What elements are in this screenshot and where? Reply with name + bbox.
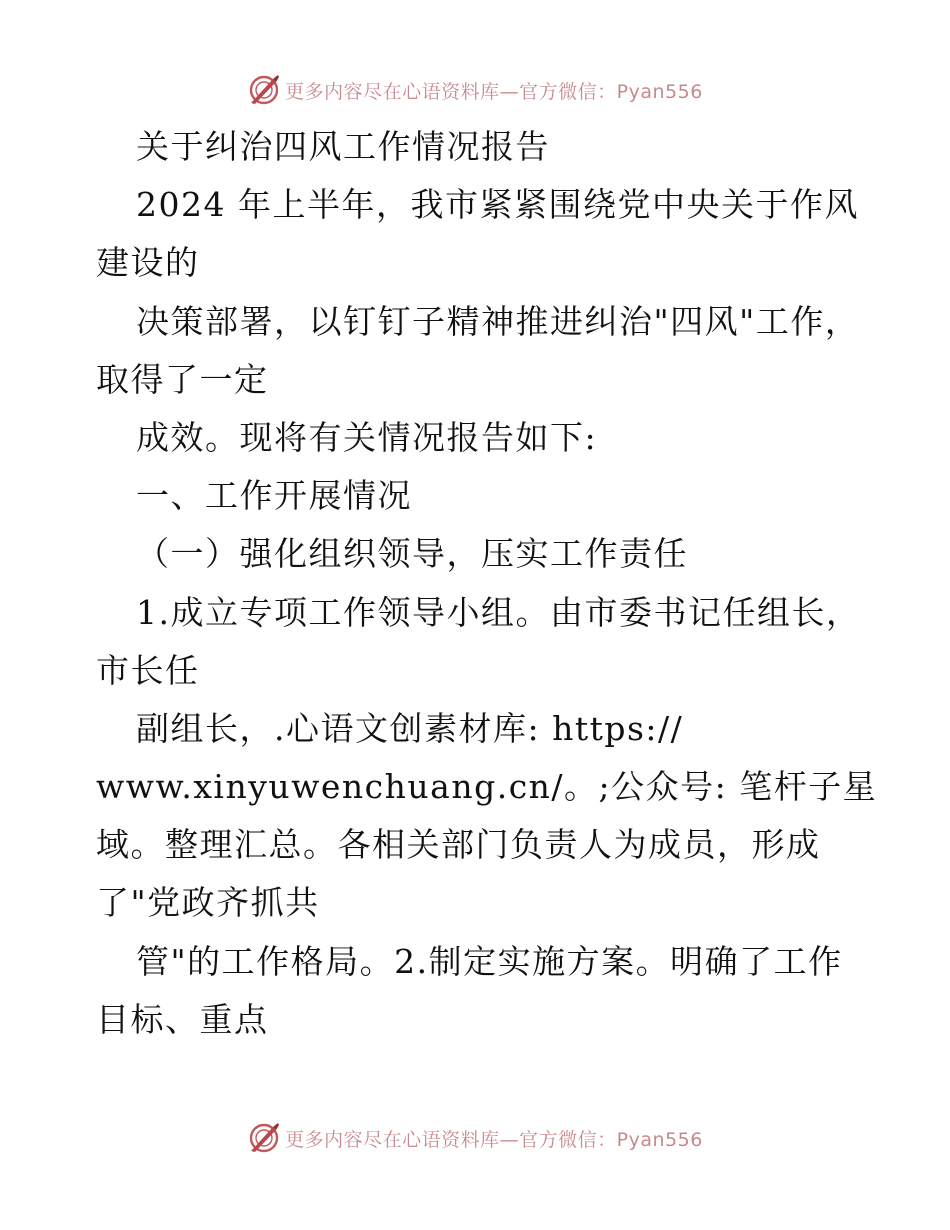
document-line: 管"的工作格局。2.制定实施方案。明确了工作 [136, 941, 843, 981]
document-line: 了"党政齐抓共 [96, 883, 320, 923]
pen-logo-icon [247, 1121, 281, 1155]
document-line: www.xinyuwenchuang.cn/。;公众号: 笔杆子星 [96, 767, 878, 807]
document-line: 建设的 [96, 243, 200, 283]
header-watermark-text: 更多内容尽在心语资料库—官方微信：Pyan556 [285, 80, 703, 103]
footer-watermark [0, 1118, 950, 1158]
document-body [96, 118, 878, 1049]
header-watermark [0, 70, 950, 110]
document-line: 成效。现将有关情况报告如下: [136, 417, 598, 457]
document-line: 2024 年上半年，我市紧紧围绕党中央关于作风 [136, 185, 859, 225]
document-line: 副组长，.心语文创素材库: https:// [136, 708, 684, 748]
document-line: 取得了一定 [96, 359, 269, 399]
document-line: 1.成立专项工作领导小组。由市委书记任组长， [136, 592, 861, 632]
document-line: 市长任 [96, 650, 200, 690]
footer-watermark-text: 更多内容尽在心语资料库—官方微信：Pyan556 [285, 1128, 703, 1151]
document-line: 目标、重点 [96, 999, 269, 1039]
document-line: 一、工作开展情况 [136, 476, 412, 516]
document-line: 关于纠治四风工作情况报告 [136, 127, 550, 166]
pen-logo-icon [247, 73, 281, 107]
document-line: 域。整理汇总。各相关部门负责人为成员，形成 [96, 825, 821, 865]
document-line: 决策部署，以钉钉子精神推进纠治"四风"工作， [136, 301, 860, 341]
document-line: （一）强化组织领导，压实工作责任 [136, 534, 688, 574]
